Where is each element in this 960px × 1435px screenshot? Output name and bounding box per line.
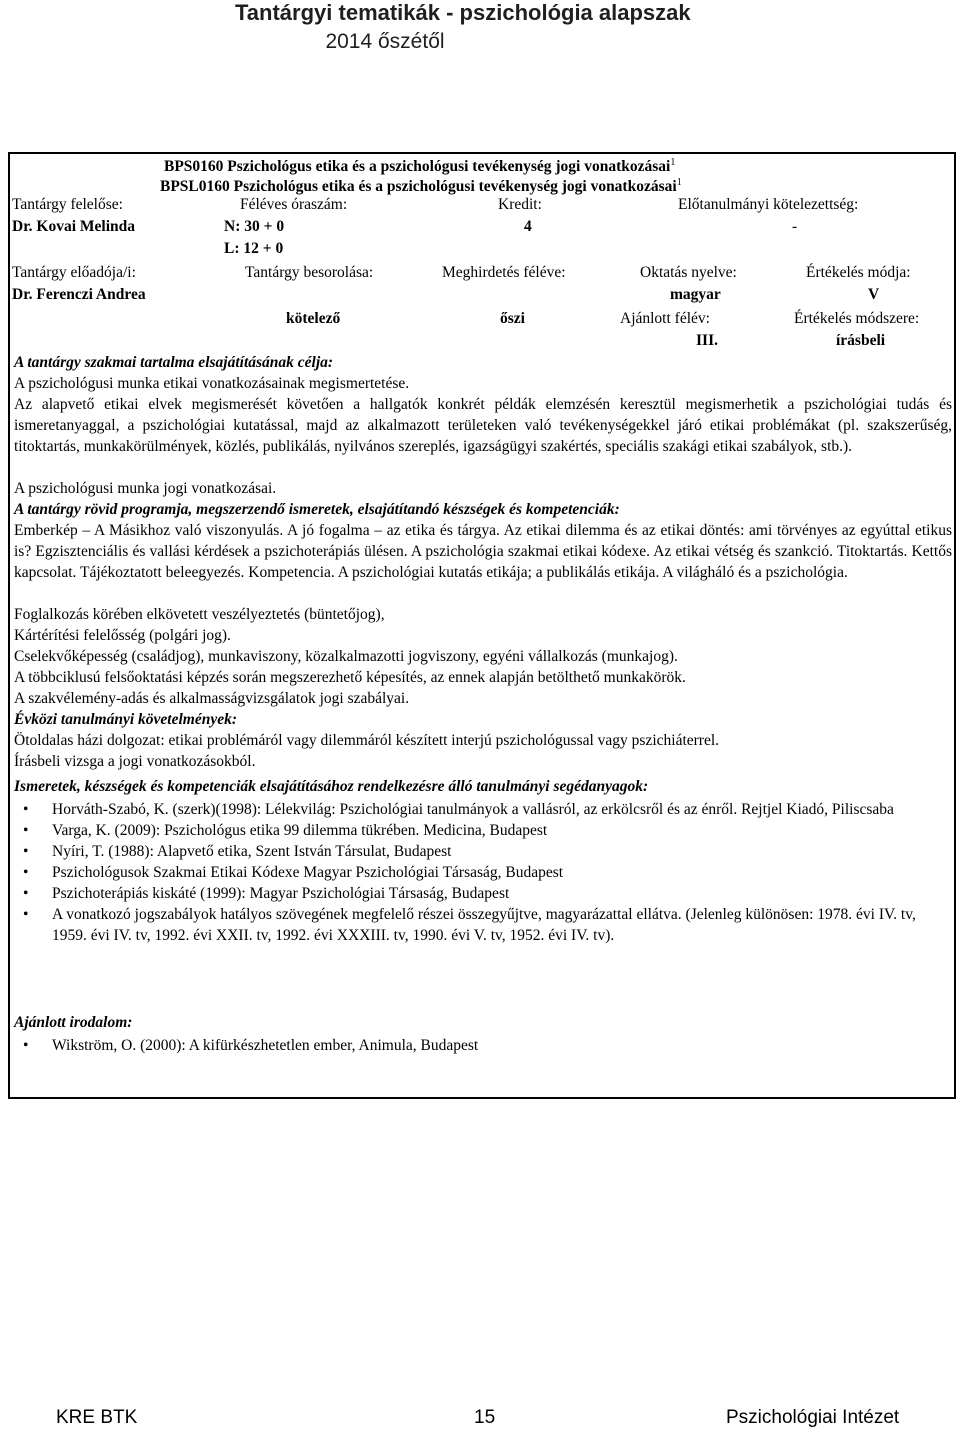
reference-text: A vonatkozó jogszabályok hatályos szövegének megfelelő részei összegyűjtve, magyarázattal ellátva. (Jelenleg különösen: 1978. évi IV. tv, 1959. évi IV. tv, 1992. évi XXII. tv, 1992. évi XXXIII. tv, 1990. évi V. tv, 1952. évi IV. tv). (52, 906, 916, 944)
reference-item (10, 820, 940, 841)
course-code-line-2: BPSL0160 Pszichológus etika és a pszichológusi tevékenység jogi vonatkozásai$^1$ (160, 177, 682, 195)
bullet-icon: • (23, 906, 29, 923)
eval-value: V (868, 286, 880, 303)
prereq-value: - (792, 218, 798, 235)
language-value: magyar (670, 286, 721, 303)
recommended-heading: Ajánlott irodalom: (14, 1014, 133, 1031)
reference-item (10, 883, 940, 904)
reference-text: Nyíri, T. (1988): Alapvető etika, Szent István Társulat, Budapest (52, 843, 452, 860)
reference-item (10, 904, 940, 946)
hours-n: N: 30 + 0 (224, 218, 285, 235)
bullet-icon: • (23, 843, 29, 860)
classification-value: kötelező (286, 310, 341, 327)
program-heading: A tantárgy rövid programja, megszerzendő ismeretek, elsajátítandó készségek és kompetenciák: (14, 501, 620, 518)
program-paragraph-3: Kártérítési felelősség (polgári jog). (14, 627, 231, 644)
course-code-line-1: BPS0160 Pszichológus etika és a pszichológusi tevékenység jogi vonatkozásai$^1$ (164, 157, 676, 175)
course-sheet (8, 152, 956, 1099)
bullet-icon: • (23, 822, 29, 839)
language-label: Oktatás nyelve: (640, 264, 737, 281)
goal-paragraph-1: A pszichológusi munka etikai vonatkozásainak megismertetése. (14, 375, 410, 392)
footer-right: Pszichológiai Intézet (726, 1407, 900, 1428)
program-paragraph-6: A szakvélemény-adás és alkalmasságvizsgálatok jogi szabályai. (14, 690, 410, 707)
semester-label: Meghirdetés féléve: (442, 264, 566, 281)
eval-label: Értékelés módja: (806, 264, 911, 281)
bullet-icon: • (23, 885, 29, 902)
goal-paragraph-3: A pszichológusi munka jogi vonatkozásai. (14, 480, 277, 497)
reference-text: Horváth-Szabó, K. (szerk)(1998): Lélekvilág: Pszichológiai tanulmányok a vallásról, az erkölcsről és az énről. Rejtjel Kiadó, Piliscsaba (52, 801, 894, 818)
classification-label: Tantárgy besorolása: (245, 264, 374, 281)
page-number: 15 (474, 1407, 496, 1428)
requirements-paragraph-2: Írásbeli vizsga a jogi vonatkozásokból. (14, 753, 256, 770)
eval-method-value: írásbeli (836, 332, 886, 349)
requirements-paragraph-1: Ötoldalas házi dolgozat: etikai problémáról vagy dilemmáról készített interjú pszichológussal vagy pszichiáterrel. (14, 732, 720, 749)
reference-text: Pszichológusok Szakmai Etikai Kódexe Magyar Pszichológiai Társaság, Budapest (52, 864, 564, 881)
program-paragraph-4: Cselekvőképesség (családjog), munkaviszony, közalkalmazotti jogviszony, egyéni vállalkozás (munkajog). (14, 648, 678, 665)
program-paragraph-2: Foglalkozás körében elkövetett veszélyeztetés (büntetőjog), (14, 606, 385, 623)
reference-text: Varga, K. (2009): Pszichológus etika 99 dilemma tükrében. Medicina, Budapest (52, 822, 548, 839)
responsible-label: Tantárgy felelőse: (12, 196, 123, 213)
reference-item (10, 841, 940, 862)
requirements-heading: Évközi tanulmányi követelmények: (14, 711, 238, 728)
recommended-semester-value: III. (696, 332, 718, 349)
page-subtitle: 2014 őszétől (325, 30, 445, 53)
reference-item (10, 1035, 940, 1056)
recommended-semester-label: Ajánlott félév: (620, 310, 710, 327)
page-title: Tantárgyi tematikák - pszichológia alapszak (235, 0, 691, 25)
goal-paragraph-2: Az alapvető etikai elvek megismerését követően a hallgatók konkrét példák elemzésén keresztül megismerhetik a pszichológiai tudás és ismeretanyaggal, a pszichológiai kutatással, majd az alkalmazott területeken való tevékenységekkel járó etikai problémákat (pl. szakszerűség, titoktartás, munkakörülmények, közlés, publikálás, nyilvános szereplés, igazságügyi szakértés, speciális szakági etikai szabályok, stb.). (14, 396, 952, 455)
program-paragraph-5: A többciklusú felsőoktatási képzés során megszerezhető képesítés, az ennek alapján betölthető munkakörök. (14, 669, 686, 686)
bullet-icon: • (23, 1037, 29, 1054)
footer-left: KRE BTK (56, 1407, 138, 1428)
eval-method-label: Értékelés módszere: (794, 310, 920, 327)
responsible-name: Dr. Kovai Melinda (12, 218, 136, 235)
credit-label: Kredit: (498, 196, 542, 213)
reference-text: Pszichoterápiás kiskáté (1999): Magyar Pszichológiai Társaság, Budapest (52, 885, 510, 902)
prereq-label: Előtanulmányi kötelezettség: (678, 196, 859, 213)
semester-value: őszi (500, 310, 525, 327)
hours-l: L: 12 + 0 (224, 240, 284, 257)
materials-heading: Ismeretek, készségek és kompetenciák elsajátításához rendelkezésre álló tanulmányi segédanyagok: (14, 778, 649, 795)
reference-item (10, 862, 940, 883)
hours-label: Féléves óraszám: (240, 196, 348, 213)
reference-text: Wikström, O. (2000): A kifürkészhetetlen ember, Animula, Budapest (52, 1037, 479, 1054)
goal-heading: A tantárgy szakmai tartalma elsajátításának célja: (14, 354, 334, 371)
reference-item (10, 799, 940, 820)
credit-value: 4 (524, 218, 532, 235)
recommended-list (10, 1035, 940, 1056)
bullet-icon: • (23, 864, 29, 881)
materials-list (10, 799, 940, 946)
program-paragraph-1: Emberkép – A Másikhoz való viszonyulás. A jó fogalma – az etika és tárgya. Az etikai dilemma és az etikai döntés: ami törvényes az egyúttal etikus is? Egzisztenciális és vallási kérdések a pszichoterápiás ülésen. A pszichológia szakmai etikai kódexe. Az etikai vétség és szankció. Titoktartás. Kettős kapcsolat. Tájékoztatott beleegyezés. Kompetencia. A pszichológiai kutatás etikája; a publikálás etikája. A világháló és a pszichológia. (14, 522, 952, 581)
lecturer-label: Tantárgy előadója/i: (12, 264, 136, 281)
bullet-icon: • (23, 801, 29, 818)
lecturer-name: Dr. Ferenczi Andrea (12, 286, 146, 303)
